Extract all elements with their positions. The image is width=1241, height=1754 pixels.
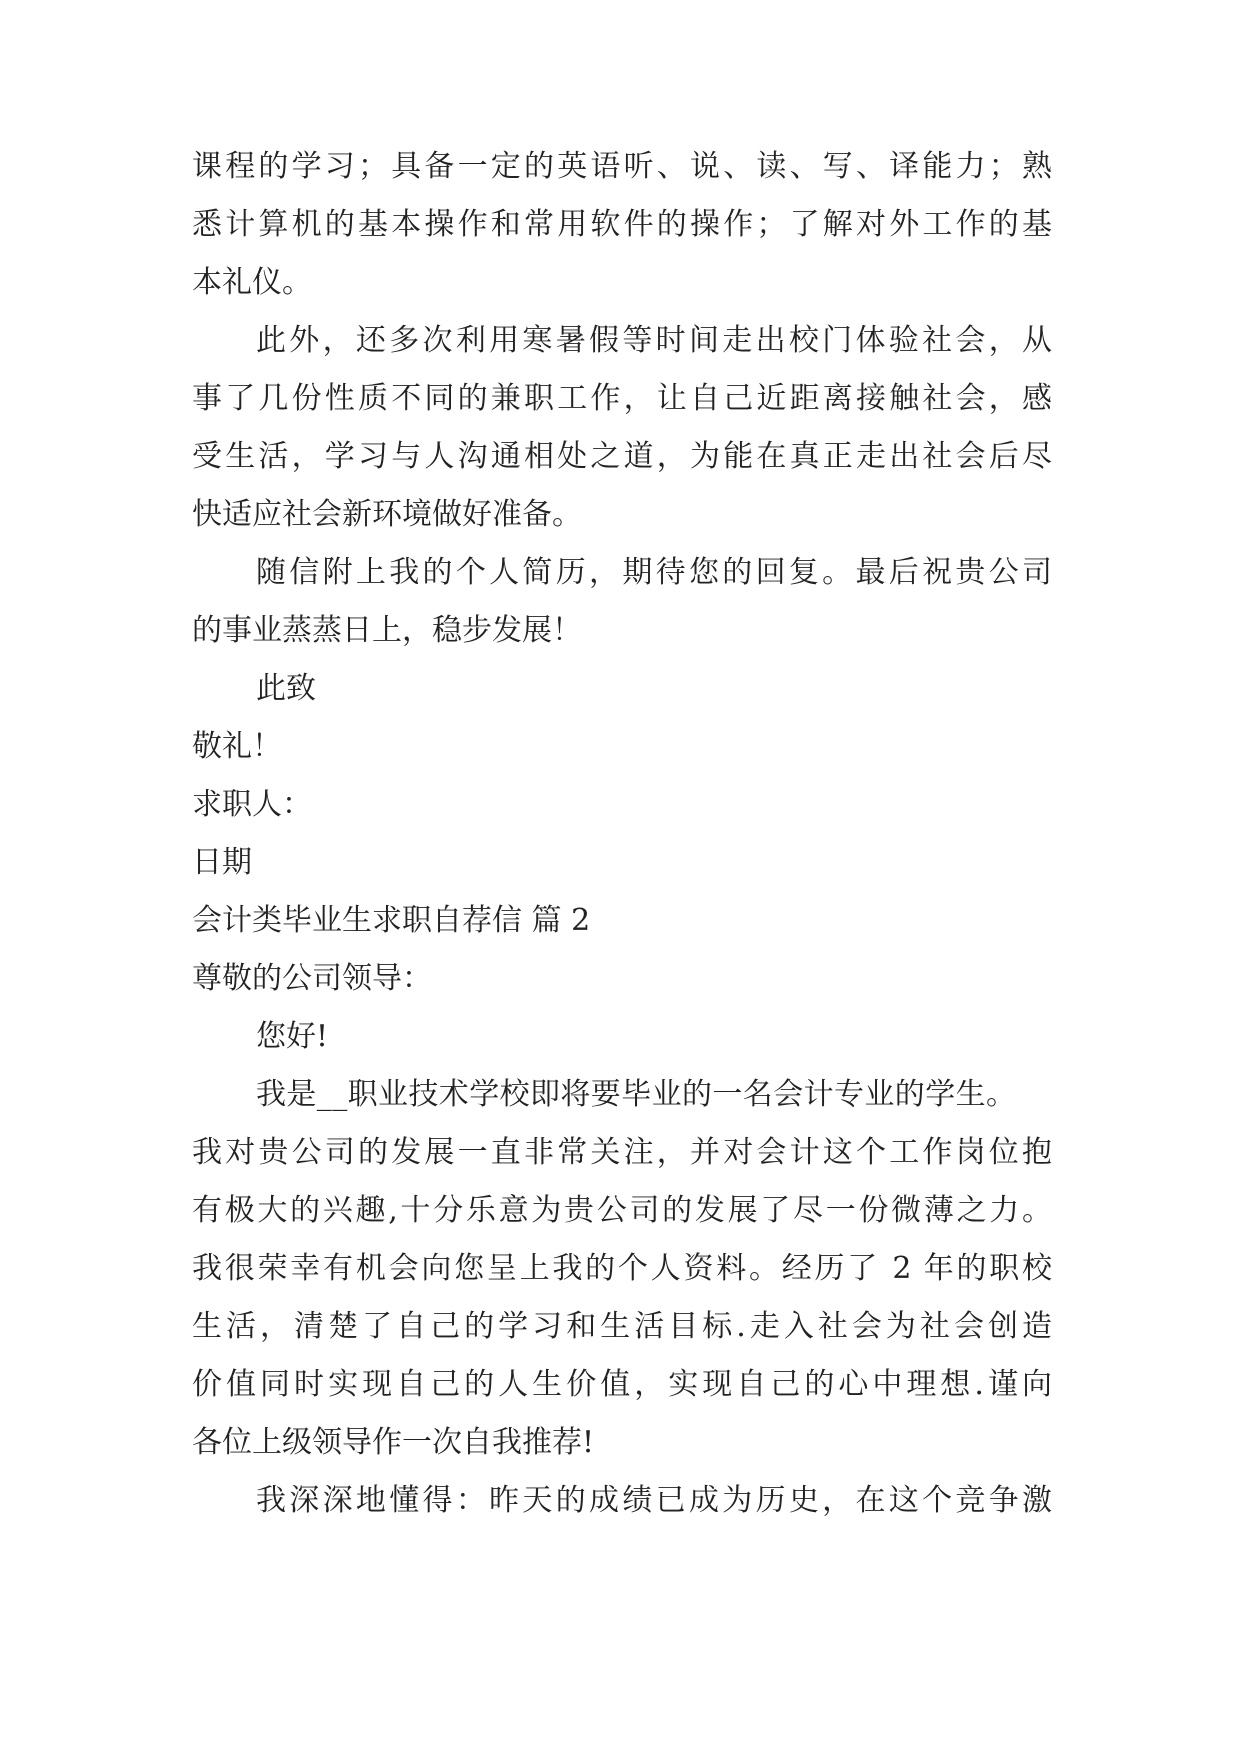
- paragraph-line: 快适应社会新环境做好准备。: [192, 497, 582, 532]
- paragraph-line: 此外，还多次利用寒暑假等时间走出校门体验社会，从: [256, 323, 1052, 358]
- paragraph-line: 本礼仪。: [192, 265, 312, 300]
- paragraph-line: 受生活，学习与人沟通相处之道，为能在真正走出社会后尽: [192, 439, 1052, 474]
- greeting: 您好!: [256, 1019, 329, 1054]
- paragraph-line: 我是__职业技术学校即将要毕业的一名会计专业的学生。: [256, 1077, 1017, 1112]
- paragraph-line: 价值同时实现自己的人生价值，实现自己的心中理想.谨向: [192, 1367, 1052, 1402]
- paragraph-line: 的事业蒸蒸日上，稳步发展！: [192, 613, 582, 648]
- paragraph-line: 我对贵公司的发展一直非常关注，并对会计这个工作岗位抱: [192, 1135, 1052, 1170]
- paragraph-line: 生活，清楚了自己的学习和生活目标.走入社会为社会创造: [192, 1309, 1052, 1344]
- paragraph-line: 各位上级领导作一次自我推荐!: [192, 1425, 595, 1460]
- paragraph-line: 有极大的兴趣,十分乐意为贵公司的发展了尽一份微薄之力。: [192, 1193, 1052, 1228]
- greeting-addressee: 尊敬的公司领导：: [192, 961, 432, 996]
- paragraph-line: 随信附上我的个人简历，期待您的回复。最后祝贵公司: [256, 555, 1052, 590]
- closing-salutation: 此致: [256, 671, 316, 706]
- paragraph-line: 我很荣幸有机会向您呈上我的个人资料。经历了 2 年的职校: [192, 1251, 1052, 1286]
- closing-regards: 敬礼！: [192, 729, 282, 764]
- paragraph-line: 课程的学习；具备一定的英语听、说、读、写、译能力；熟: [192, 149, 1052, 184]
- paragraph-line: 悉计算机的基本操作和常用软件的操作；了解对外工作的基: [192, 207, 1052, 242]
- section-heading: 会计类毕业生求职自荐信 篇 2: [192, 903, 591, 938]
- date-label: 日期: [192, 845, 252, 880]
- paragraph-line: 事了几份性质不同的兼职工作，让自己近距离接触社会，感: [192, 381, 1052, 416]
- paragraph-line: 我深深地懂得：昨天的成绩已成为历史，在这个竞争激: [256, 1483, 1052, 1518]
- applicant-label: 求职人：: [192, 787, 312, 822]
